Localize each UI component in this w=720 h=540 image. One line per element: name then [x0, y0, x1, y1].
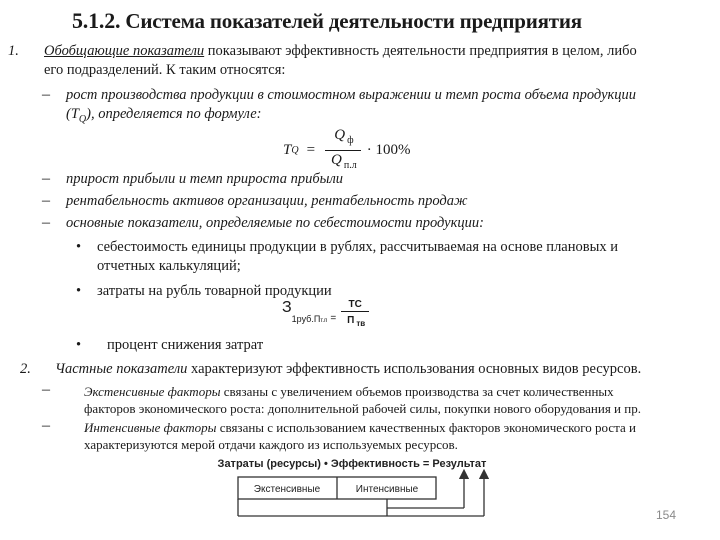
diagram-extensive-label: Экстенсивные	[253, 484, 321, 495]
section1-line1-rest: показывают эффективность деятельности предприятия в целом, либо	[204, 43, 637, 59]
page-title	[72, 8, 582, 34]
bullet-marker: •	[76, 283, 82, 299]
section1-line2: его подразделений. К таким относятся:	[44, 62, 286, 78]
extensive-factors-line1: Экстенсивные факторы связаны с увеличением объемов производства за счет количественных	[84, 384, 614, 399]
dash-marker: –	[42, 381, 50, 398]
bullet-cost-reduction: процент снижения затрат	[107, 337, 264, 353]
dash-marker: –	[42, 417, 50, 434]
diagram-header: Затраты (ресурсы) • Эффективность = Результат	[217, 458, 487, 470]
dash-marker: –	[42, 86, 50, 103]
section-title: Система показателей деятельности предприятия	[125, 9, 582, 33]
intensive-factors-line1: Интенсивные факторы связаны с использованием качественных факторов экономического роста и	[84, 420, 636, 435]
formula-fraction: $\frac{Q _ф}{Q _{п.л}}$	[327, 126, 359, 175]
list-item-growth: рост производства продукции в стоимостном выражении и темп роста объема продукции	[66, 87, 637, 103]
extensive-factors-line2: факторов экономического роста: дополнительной рабочей силы, покупки нового оборудования и пр.	[84, 401, 641, 416]
section1-marker: 1.	[8, 43, 19, 59]
dash-marker: –	[42, 214, 50, 231]
list-item-profit: прирост прибыли и темп прироста прибыли	[66, 171, 344, 187]
section2-line1: Частные показатели характеризуют эффективность использования основных видов ресурсов.	[55, 361, 642, 377]
bullet-unit-cost: себестоимость единицы продукции в рублях, рассчитываемая на основе плановых и	[97, 239, 618, 255]
effectiveness-diagram	[200, 452, 510, 522]
dash-marker: –	[42, 170, 50, 187]
section1-term: Обобщающие показатели	[44, 43, 205, 59]
list-item-growth-line2: $(T_Q)$, определяется по формуле:	[66, 106, 262, 125]
page-number: 154	[655, 508, 676, 522]
intensive-factors-line2: характеризуются мерой отдачи каждого из используемых ресурсов.	[84, 437, 458, 452]
bullet-unit-cost-line2: отчетных калькуляций;	[97, 258, 241, 274]
diagram-intensive-label: Интенсивные	[355, 484, 419, 495]
formula-growth-rate: T Q = $\frac{Q _ф}{Q _{п.л}}$ · 100%	[283, 126, 410, 175]
dash-marker: –	[42, 192, 50, 209]
bullet-cost-per-ruble: затраты на рубль товарной продукции	[97, 283, 332, 299]
formula-cost-per-ruble: З 1руб.П т.п = $\frac{ТС}{П _{тв}}$	[282, 298, 371, 330]
extensive-factors-term: Экстенсивные факторы	[84, 384, 221, 399]
section2-marker: 2.	[20, 361, 31, 377]
list-item-profitability: рентабельность активов организации, рентабельность продаж	[66, 193, 468, 209]
section2-term: Частные показатели	[55, 361, 188, 377]
list-item-cost-indicators: основные показатели, определяемые по себестоимости продукции:	[66, 215, 484, 231]
formula2-fraction: $\frac{ТС}{П _{тв}}$	[343, 298, 367, 330]
section1-line1	[44, 42, 637, 61]
bullet-marker: •	[76, 239, 82, 255]
section-number: 5.1.2.	[72, 8, 121, 33]
intensive-factors-term: Интенсивные факторы	[84, 420, 217, 435]
bullet-marker: •	[76, 337, 82, 353]
